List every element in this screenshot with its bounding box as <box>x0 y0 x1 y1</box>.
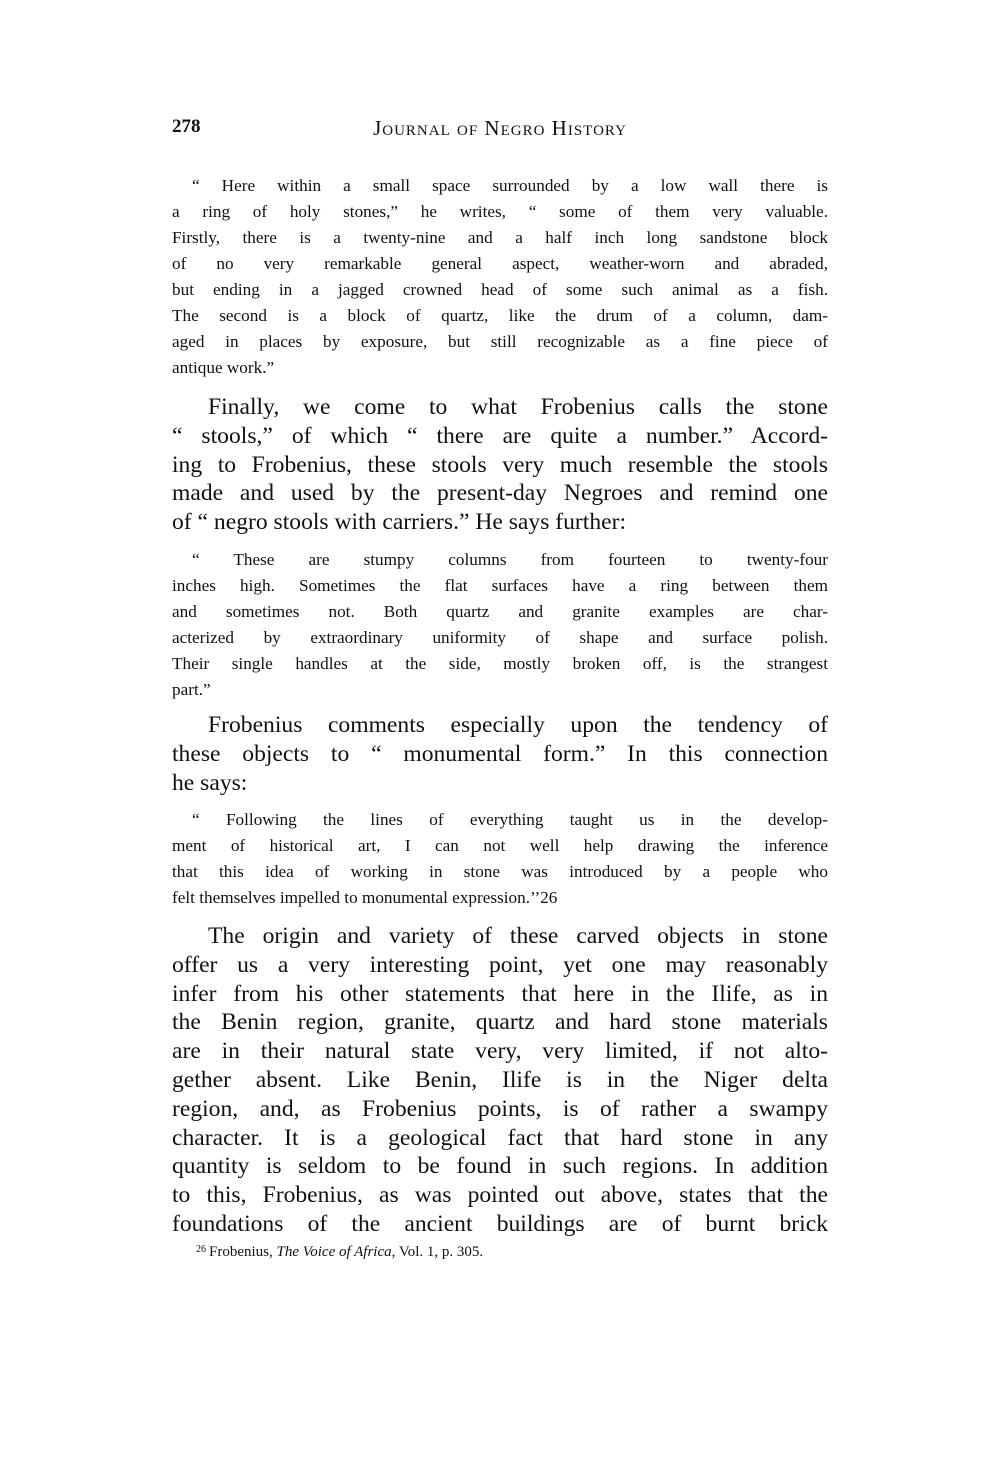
text-line: region, and, as Frobenius points, is of rather a swampy <box>172 1095 828 1122</box>
text-line: inches high. Sometimes the flat surfaces have a ring between them <box>172 576 828 595</box>
page-number: 278 <box>172 116 201 137</box>
text-line: that this idea of working in stone was introduced by a people who <box>172 862 828 881</box>
journal-title: Journal of Negro History <box>373 116 627 140</box>
text-line: to this, Frobenius, as was pointed out above, states that the <box>172 1182 828 1209</box>
text-line: “ Here within a small space surrounded by a low wall there is <box>192 176 828 195</box>
text-line: offer us a very interesting point, yet one may reasonably <box>172 951 828 978</box>
footnote-number: 26 <box>196 1244 206 1255</box>
footnote <box>172 1244 828 1261</box>
text-line: The second is a block of quartz, like the drum of a column, dam- <box>172 306 828 325</box>
text-line: “ Following the lines of everything taught us in the develop- <box>192 810 828 829</box>
text-line: and sometimes not. Both quartz and granite examples are char- <box>172 602 828 621</box>
footnote-author: Frobenius, <box>209 1244 277 1260</box>
text-line: Finally, we come to what Frobenius calls the stone <box>208 394 828 420</box>
text-line: aged in places by exposure, but still recognizable as a fine piece of <box>172 332 828 351</box>
block-quote <box>172 173 828 381</box>
running-header <box>172 116 828 146</box>
footnote-work-title: The Voice of Africa <box>276 1244 392 1260</box>
text-line: Firstly, there is a twenty-nine and a half inch long sandstone block <box>172 228 828 247</box>
text-line: ing to Frobenius, these stools very much resemble the stools <box>172 451 828 478</box>
text-line: The origin and variety of these carved objects in stone <box>208 923 828 949</box>
text-line: of “ negro stools with carriers.” He says further: <box>172 509 627 536</box>
text-line: infer from his other statements that here in the Ilife, as in <box>172 980 828 1007</box>
text-line: acterized by extraordinary uniformity of shape and surface polish. <box>172 628 828 647</box>
footnote-citation: , Vol. 1, p. 305. <box>391 1244 484 1260</box>
text-line: the Benin region, granite, quartz and hard stone materials <box>172 1009 828 1036</box>
paragraph <box>172 393 828 537</box>
text-line: these objects to “ monumental form.” In this connection <box>172 740 828 767</box>
text-line: ment of historical art, I can not well help drawing the inference <box>172 836 828 855</box>
text-line: are in their natural state very, very limited, if not alto- <box>172 1038 828 1065</box>
text-line: antique work.” <box>172 358 275 377</box>
text-line: felt themselves impelled to monumental expression.’’26 <box>172 888 558 907</box>
text-line: made and used by the present-day Negroes and remind one <box>172 480 828 507</box>
block-quote <box>172 807 828 911</box>
text-line: a ring of holy stones,” he writes, “ some of them very valuable. <box>172 202 828 221</box>
text-line: part.” <box>172 680 211 699</box>
text-line: of no very remarkable general aspect, weather-worn and abraded, <box>172 254 828 273</box>
text-line: character. It is a geological fact that hard stone in any <box>172 1124 828 1151</box>
text-line: gether absent. Like Benin, Ilife is in the Niger delta <box>172 1066 828 1093</box>
text-line: foundations of the ancient buildings are of burnt brick <box>172 1210 828 1237</box>
paragraph <box>172 711 828 797</box>
text-line: “ These are stumpy columns from fourteen to twenty-four <box>192 550 828 569</box>
text-line: he says: <box>172 769 248 796</box>
text-line: but ending in a jagged crowned head of some such animal as a fish. <box>172 280 828 299</box>
text-line: “ stools,” of which “ there are quite a number.” Accord- <box>172 422 828 449</box>
paragraph <box>172 922 828 1239</box>
text-line: Frobenius comments especially upon the tendency of <box>208 712 828 738</box>
block-quote <box>172 547 828 703</box>
text-line: Their single handles at the side, mostly broken off, is the strangest <box>172 654 828 673</box>
text-line: quantity is seldom to be found in such regions. In addition <box>172 1153 828 1180</box>
